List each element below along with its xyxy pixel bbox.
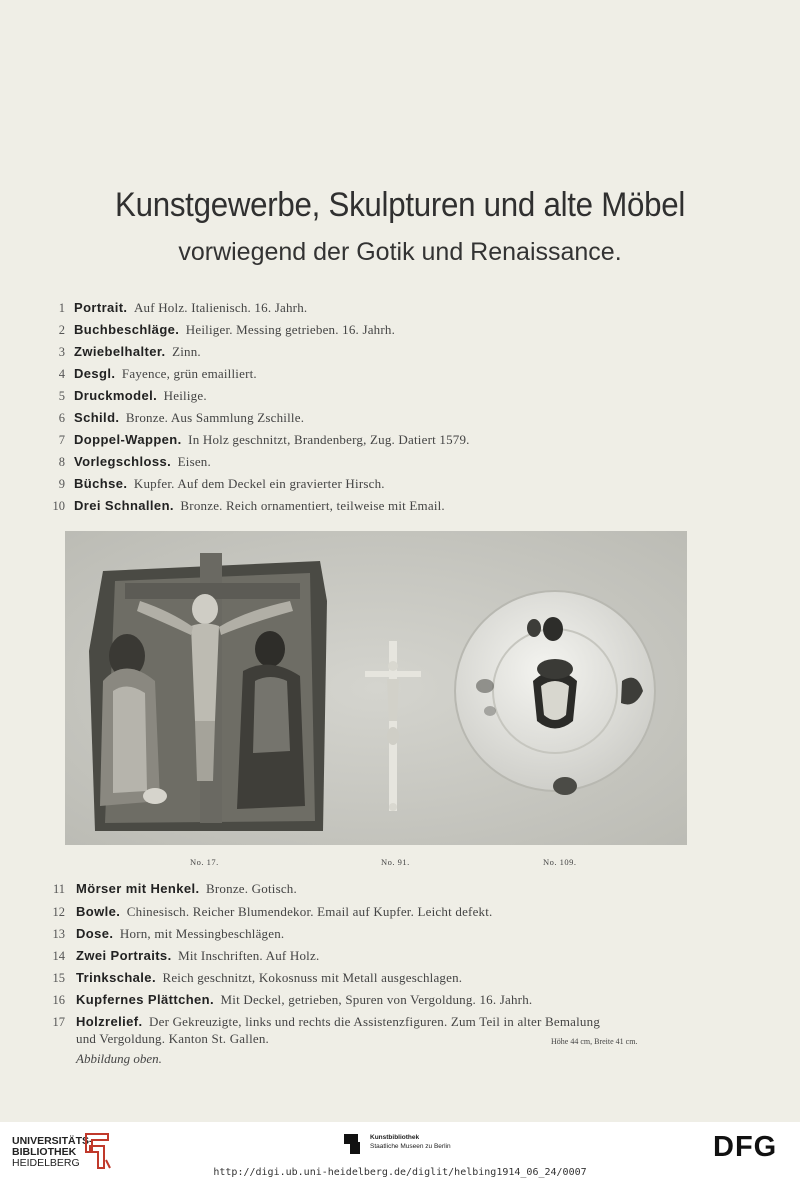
list-item xyxy=(0,923,800,945)
catalog-photograph xyxy=(65,531,687,845)
ub-logo-line-2: BIBLIOTHEK xyxy=(12,1146,77,1158)
ub-logo-line-1: UNIVERSITÄTS- xyxy=(12,1135,93,1147)
item-number: 5 xyxy=(58,389,65,403)
item-number: 17 xyxy=(52,1015,65,1029)
kunstbibliothek-mark-icon xyxy=(342,1132,364,1156)
item-name: Schild. xyxy=(74,410,120,425)
item-name: Dose. xyxy=(76,926,114,941)
list-item xyxy=(0,473,800,495)
item-number: 4 xyxy=(58,367,65,381)
item-description: Heiliger. Messing getrieben. 16. Jahrh. xyxy=(185,322,396,337)
item-number: 2 xyxy=(58,323,65,337)
item-description: Der Gekreuzigte, links und rechts die Assistenzfiguren. Zum Teil in alter Bemalung xyxy=(149,1014,601,1029)
list-item xyxy=(0,945,800,967)
kunstbibliothek-logo[interactable] xyxy=(370,1133,451,1151)
item-number: 3 xyxy=(58,345,65,359)
list-item xyxy=(0,341,800,363)
caption-no-17: No. 17. xyxy=(190,857,219,867)
item-number: 12 xyxy=(52,905,65,919)
item-name: Bowle. xyxy=(76,904,121,919)
item-description: Chinesisch. Reicher Blumendekor. Email auf Kupfer. Leicht defekt. xyxy=(126,904,493,919)
item-number: 1 xyxy=(58,301,65,315)
ub-logo-line-3: HEIDELBERG xyxy=(12,1157,80,1169)
kb-logo-line-1: Kunstbibliothek xyxy=(370,1134,420,1141)
item-description: Zinn. xyxy=(172,344,201,359)
list-item xyxy=(0,1011,800,1033)
page-subtitle: vorwiegend der Gotik und Renaissance. xyxy=(178,238,622,266)
ub-heidelberg-mark-icon xyxy=(82,1130,112,1172)
item-name: Zwiebelhalter. xyxy=(74,344,166,359)
caption-no-91: No. 91. xyxy=(381,857,410,867)
wood-relief-object xyxy=(89,553,327,831)
dfg-logo[interactable]: DFG xyxy=(713,1131,778,1163)
item-17-dimensions: Höhe 44 cm, Breite 41 cm. xyxy=(551,1037,638,1046)
item-description: Heilige. xyxy=(163,388,207,403)
page-url[interactable]: http://digi.ub.uni-heidelberg.de/diglit/helbing1914_06_24/0007 xyxy=(213,1167,587,1178)
list-item xyxy=(0,878,800,900)
list-item xyxy=(0,385,800,407)
item-name: Portrait. xyxy=(74,300,128,315)
item-description: Auf Holz. Italienisch. 16. Jahrh. xyxy=(133,300,308,315)
list-item xyxy=(0,901,800,923)
list-item xyxy=(0,495,800,517)
item-description: Bronze. Reich ornamentiert, teilweise mit Email. xyxy=(180,498,445,513)
item-17-continuation: und Vergoldung. Kanton St. Gallen. xyxy=(76,1031,270,1046)
item-number: 6 xyxy=(58,411,65,425)
item-description: Mit Inschriften. Auf Holz. xyxy=(178,948,320,963)
item-number: 15 xyxy=(52,971,65,985)
item-description: Fayence, grün emailliert. xyxy=(121,366,257,381)
item-number: 13 xyxy=(52,927,65,941)
item-description: Eisen. xyxy=(177,454,211,469)
item-name: Trinkschale. xyxy=(76,970,156,985)
list-item xyxy=(0,407,800,429)
item-name: Buchbeschläge. xyxy=(74,322,180,337)
item-name: Doppel-Wappen. xyxy=(74,432,182,447)
item-number: 8 xyxy=(58,455,65,469)
item-name: Vorlegschloss. xyxy=(74,454,172,469)
item-description: In Holz geschnitzt, Brandenberg, Zug. Datiert 1579. xyxy=(188,432,470,447)
list-item xyxy=(0,319,800,341)
item-number: 14 xyxy=(52,949,65,963)
item-name: Mörser mit Henkel. xyxy=(76,881,200,896)
item-description: Bronze. Gotisch. xyxy=(206,881,297,896)
item-number: 9 xyxy=(58,477,65,491)
item-name: Druckmodel. xyxy=(74,388,158,403)
item-name: Drei Schnallen. xyxy=(74,498,174,513)
page-title: Kunstgewerbe, Skulpturen und alte Möbel xyxy=(114,186,686,224)
item-description: Bronze. Aus Sammlung Zschille. xyxy=(125,410,305,425)
item-description: Reich geschnitzt, Kokosnuss mit Metall ausgeschlagen. xyxy=(162,970,463,985)
list-item xyxy=(0,967,800,989)
item-number: 10 xyxy=(52,499,65,513)
kb-logo-line-2: Staatliche Museen zu Berlin xyxy=(370,1143,451,1150)
list-item xyxy=(0,451,800,473)
item-description: Horn, mit Messingbeschlägen. xyxy=(119,926,285,941)
digital-library-footer xyxy=(0,1122,800,1181)
list-item xyxy=(0,297,800,319)
item-name: Zwei Portraits. xyxy=(76,948,172,963)
ub-heidelberg-logo[interactable] xyxy=(12,1136,93,1169)
photograph-illustration xyxy=(65,531,687,845)
item-number: 11 xyxy=(52,882,65,896)
item-name: Kupfernes Plättchen. xyxy=(76,992,215,1007)
item-number: 16 xyxy=(52,993,65,1007)
item-name: Holzrelief. xyxy=(76,1014,143,1029)
list-item xyxy=(0,429,800,451)
item-description: Mit Deckel, getrieben, Spuren von Vergoldung. 16. Jahrh. xyxy=(220,992,533,1007)
list-item xyxy=(0,989,800,1011)
list-item xyxy=(0,363,800,385)
item-number: 7 xyxy=(58,433,65,447)
item-17-reference: Abbildung oben. xyxy=(76,1051,162,1066)
item-name: Desgl. xyxy=(74,366,116,381)
item-description: Kupfer. Auf dem Deckel ein gravierter Hirsch. xyxy=(133,476,385,491)
item-name: Büchse. xyxy=(74,476,128,491)
caption-no-109: No. 109. xyxy=(543,857,577,867)
